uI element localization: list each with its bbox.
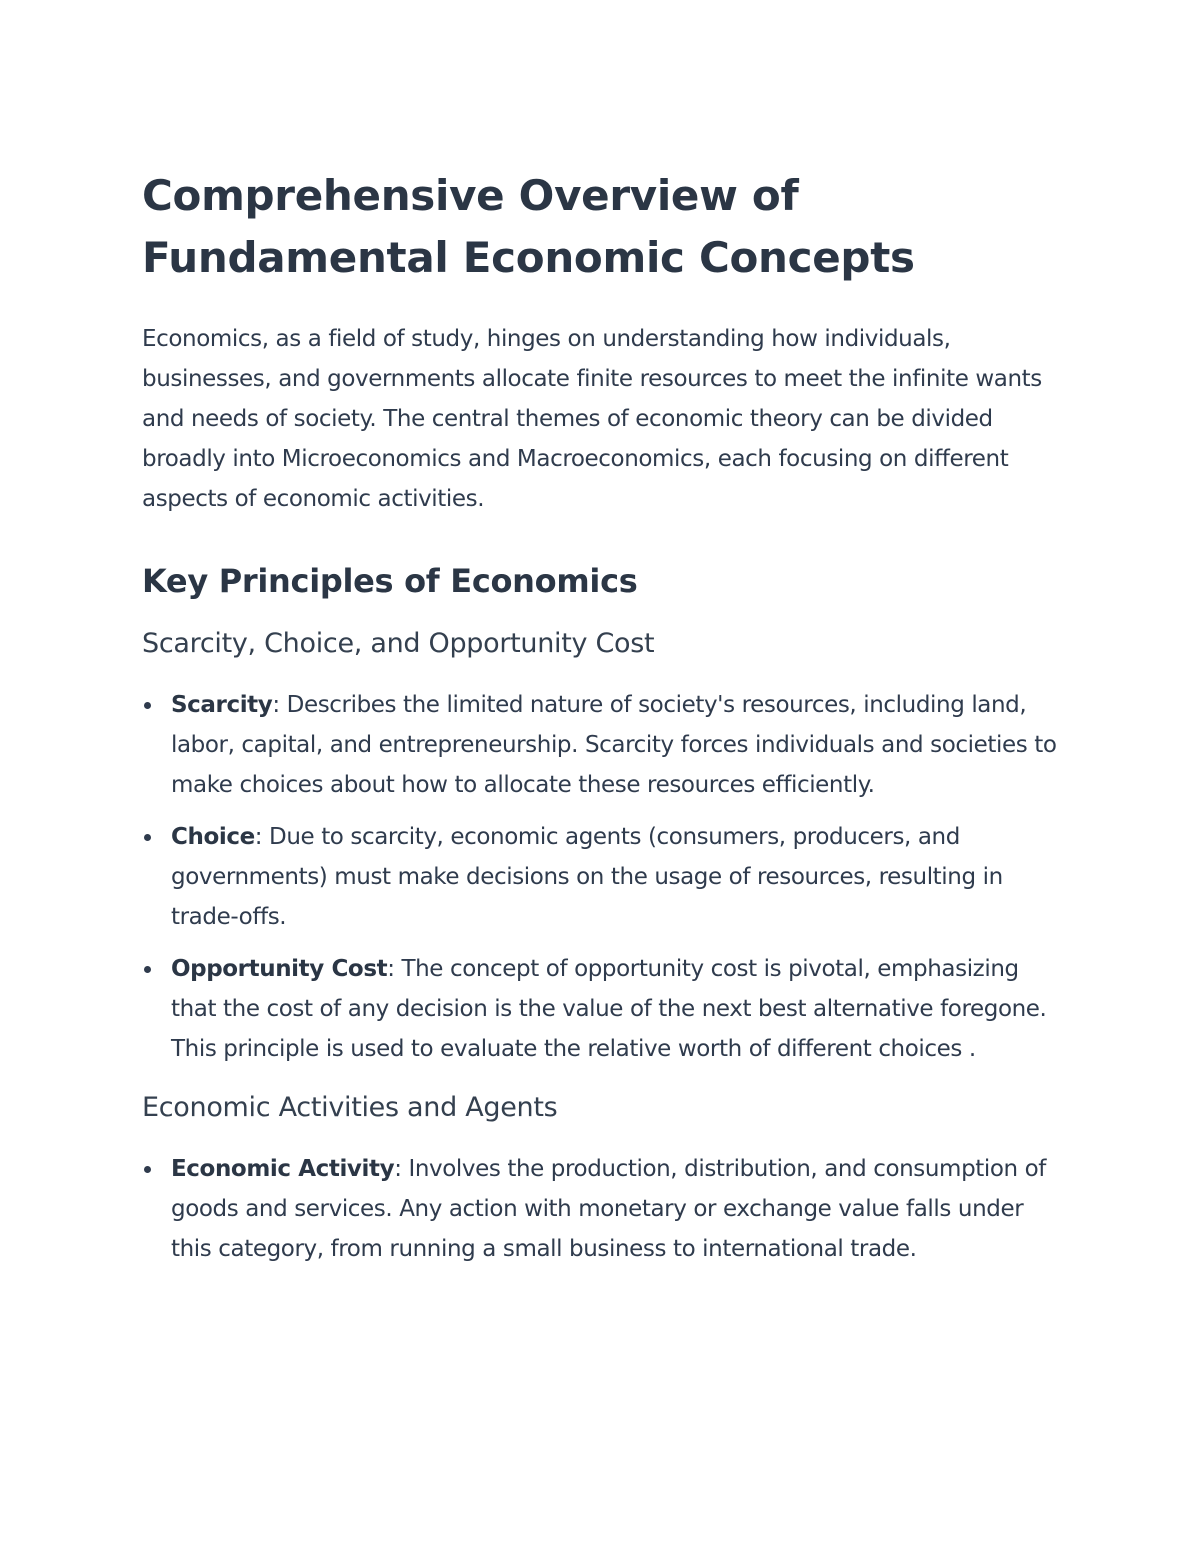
document-title: Comprehensive Overview of Fundamental Economic Concepts bbox=[142, 171, 915, 282]
list-item bbox=[142, 949, 1062, 1069]
bullet-icon bbox=[144, 966, 151, 973]
bullet-icon bbox=[144, 834, 151, 841]
subsection-heading-scarcity: Scarcity, Choice, and Opportunity Cost bbox=[142, 628, 655, 659]
bullet-list-scarcity bbox=[142, 685, 1062, 1069]
document-page bbox=[142, 165, 1062, 1289]
list-item bbox=[142, 685, 1062, 805]
section-heading: Key Principles of Economics bbox=[142, 562, 638, 600]
list-item-term: Economic Activity bbox=[171, 1156, 395, 1182]
list-item-term: Scarcity bbox=[171, 692, 273, 718]
list-item bbox=[142, 817, 1062, 937]
bullet-icon bbox=[144, 702, 151, 709]
list-item-text: : Describes the limited nature of society's resources, including land, labor, capital, and entrepreneurship. Scarcity forces individuals and societies to make choices about how to allocate these resources efficiently. bbox=[171, 692, 1057, 798]
list-item-term: Choice bbox=[171, 824, 255, 850]
list-item-text: : Involves the production, distribution, and consumption of goods and services. Any action with monetary or exchange value falls under this category, from running a small business to international trade. bbox=[171, 1156, 1047, 1262]
subsection-heading-activities: Economic Activities and Agents bbox=[142, 1092, 558, 1123]
bullet-list-activities bbox=[142, 1149, 1062, 1269]
list-item-text: : Due to scarcity, economic agents (consumers, producers, and governments) must make decisions on the usage of resources, resulting in trade-offs. bbox=[171, 824, 1003, 930]
bullet-icon bbox=[144, 1166, 151, 1173]
list-item-text: : The concept of opportunity cost is pivotal, emphasizing that the cost of any decision is the value of the next best alternative foregone. This principle is used to evaluate the relative worth of different choices . bbox=[171, 956, 1047, 1062]
intro-paragraph: Economics, as a field of study, hinges on understanding how individuals, businesses, and governments allocate finite resources to meet the infinite wants and needs of society. The central themes of economic theory can be divided broadly into Microeconomics and Macroeconomics, each focusing on different aspects of economic activities. bbox=[142, 326, 1042, 512]
list-item bbox=[142, 1149, 1062, 1269]
list-item-term: Opportunity Cost bbox=[171, 956, 388, 982]
